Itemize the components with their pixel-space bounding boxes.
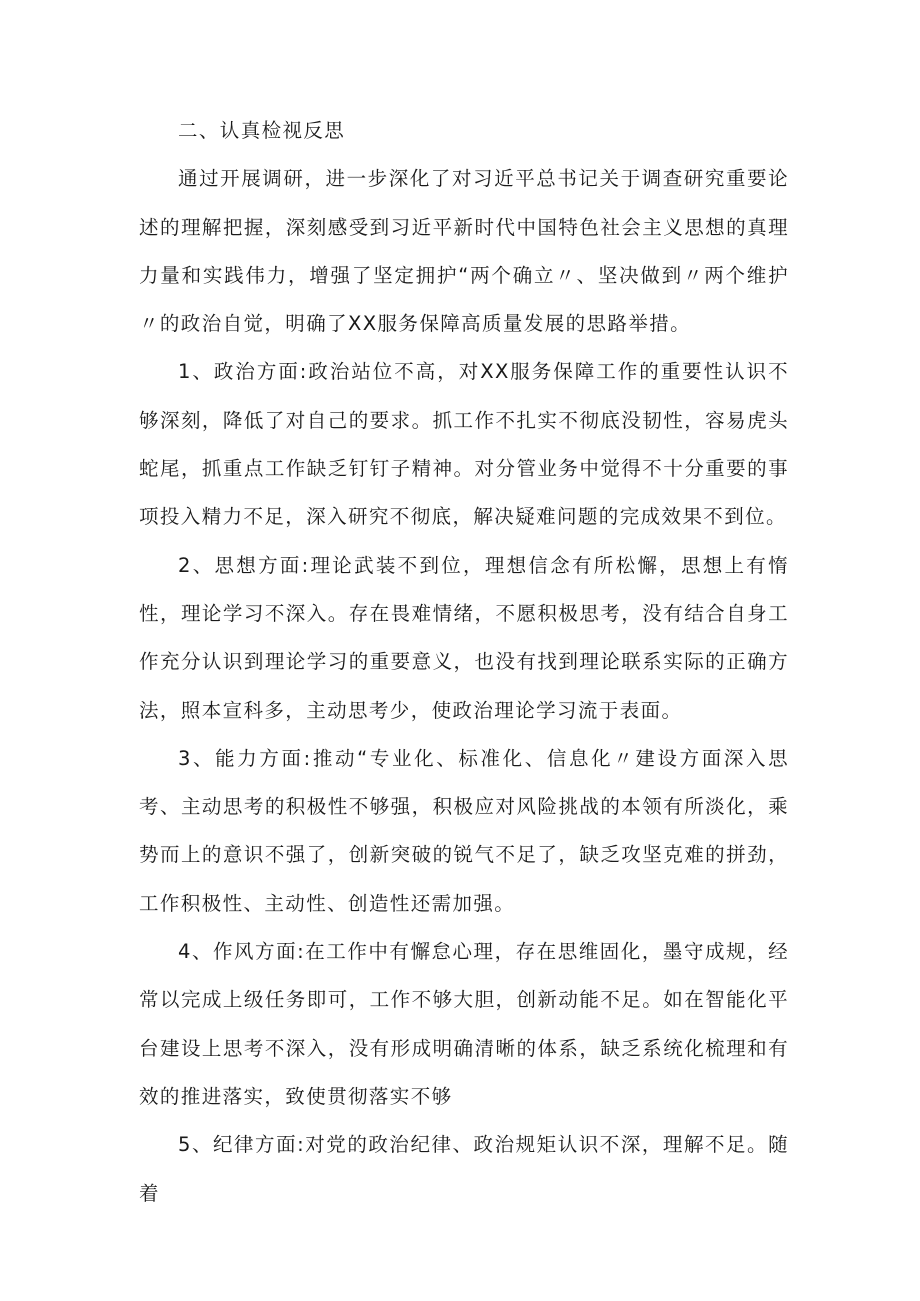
item-capability: 3、能力方面:推动“专业化、标准化、信息化〃建设方面深入思考、主动思考的积极性不够强，积极应对风险挑战的本领有所淡化，乘势而上的意识不强了，创新突破的锐气不足了，缺乏攻坚克难的拼劲，工作积极性、主动性、创造性还需加强。 <box>139 746 789 915</box>
item-work-style: 4、作风方面:在工作中有懈怠心理，存在思维固化，墨守成规，经常以完成上级任务即可，工作不够大胆，创新动能不足。如在智能化平台建设上思考不深入，没有形成明确清晰的体系，缺乏系统化梳理和有效的推进落实，致使贯彻落实不够 <box>139 940 789 1108</box>
item-ideological: 2、思想方面:理论武装不到位，理想信念有所松懈，思想上有惰性，理论学习不深入。存在畏难情绪，不愿积极思考，没有结合自身工作充分认识到理论学习的重要意义，也没有找到理论联系实际的正确方法，照本宣科多，主动思考少，使政治理论学习流于表面。 <box>139 553 789 722</box>
intro-paragraph: 通过开展调研，进一步深化了对习近平总书记关于调查研究重要论述的理解把握，深刻感受到习近平新时代中国特色社会主义思想的真理力量和实践伟力，增强了坚定拥护“两个确立〃、坚决做到〃两个维护〃的政治自觉，明确了XX服务保障高质量发展的思路举措。 <box>139 167 789 336</box>
item-discipline: 5、纪律方面:对党的政治纪律、政治规矩认识不深，理解不足。随着 <box>139 1133 789 1205</box>
document-body <box>139 107 789 1218</box>
item-political: 1、政治方面:政治站位不高，对XX服务保障工作的重要性认识不够深刻，降低了对自己的要求。抓工作不扎实不彻底没韧性，容易虎头蛇尾，抓重点工作缺乏钉钉子精神。对分管业务中觉得不十分重要的事项投入精力不足，深入研究不彻底，解决疑难问题的完成效果不到位。 <box>139 360 789 529</box>
section-heading: 二、认真检视反思 <box>178 119 346 142</box>
